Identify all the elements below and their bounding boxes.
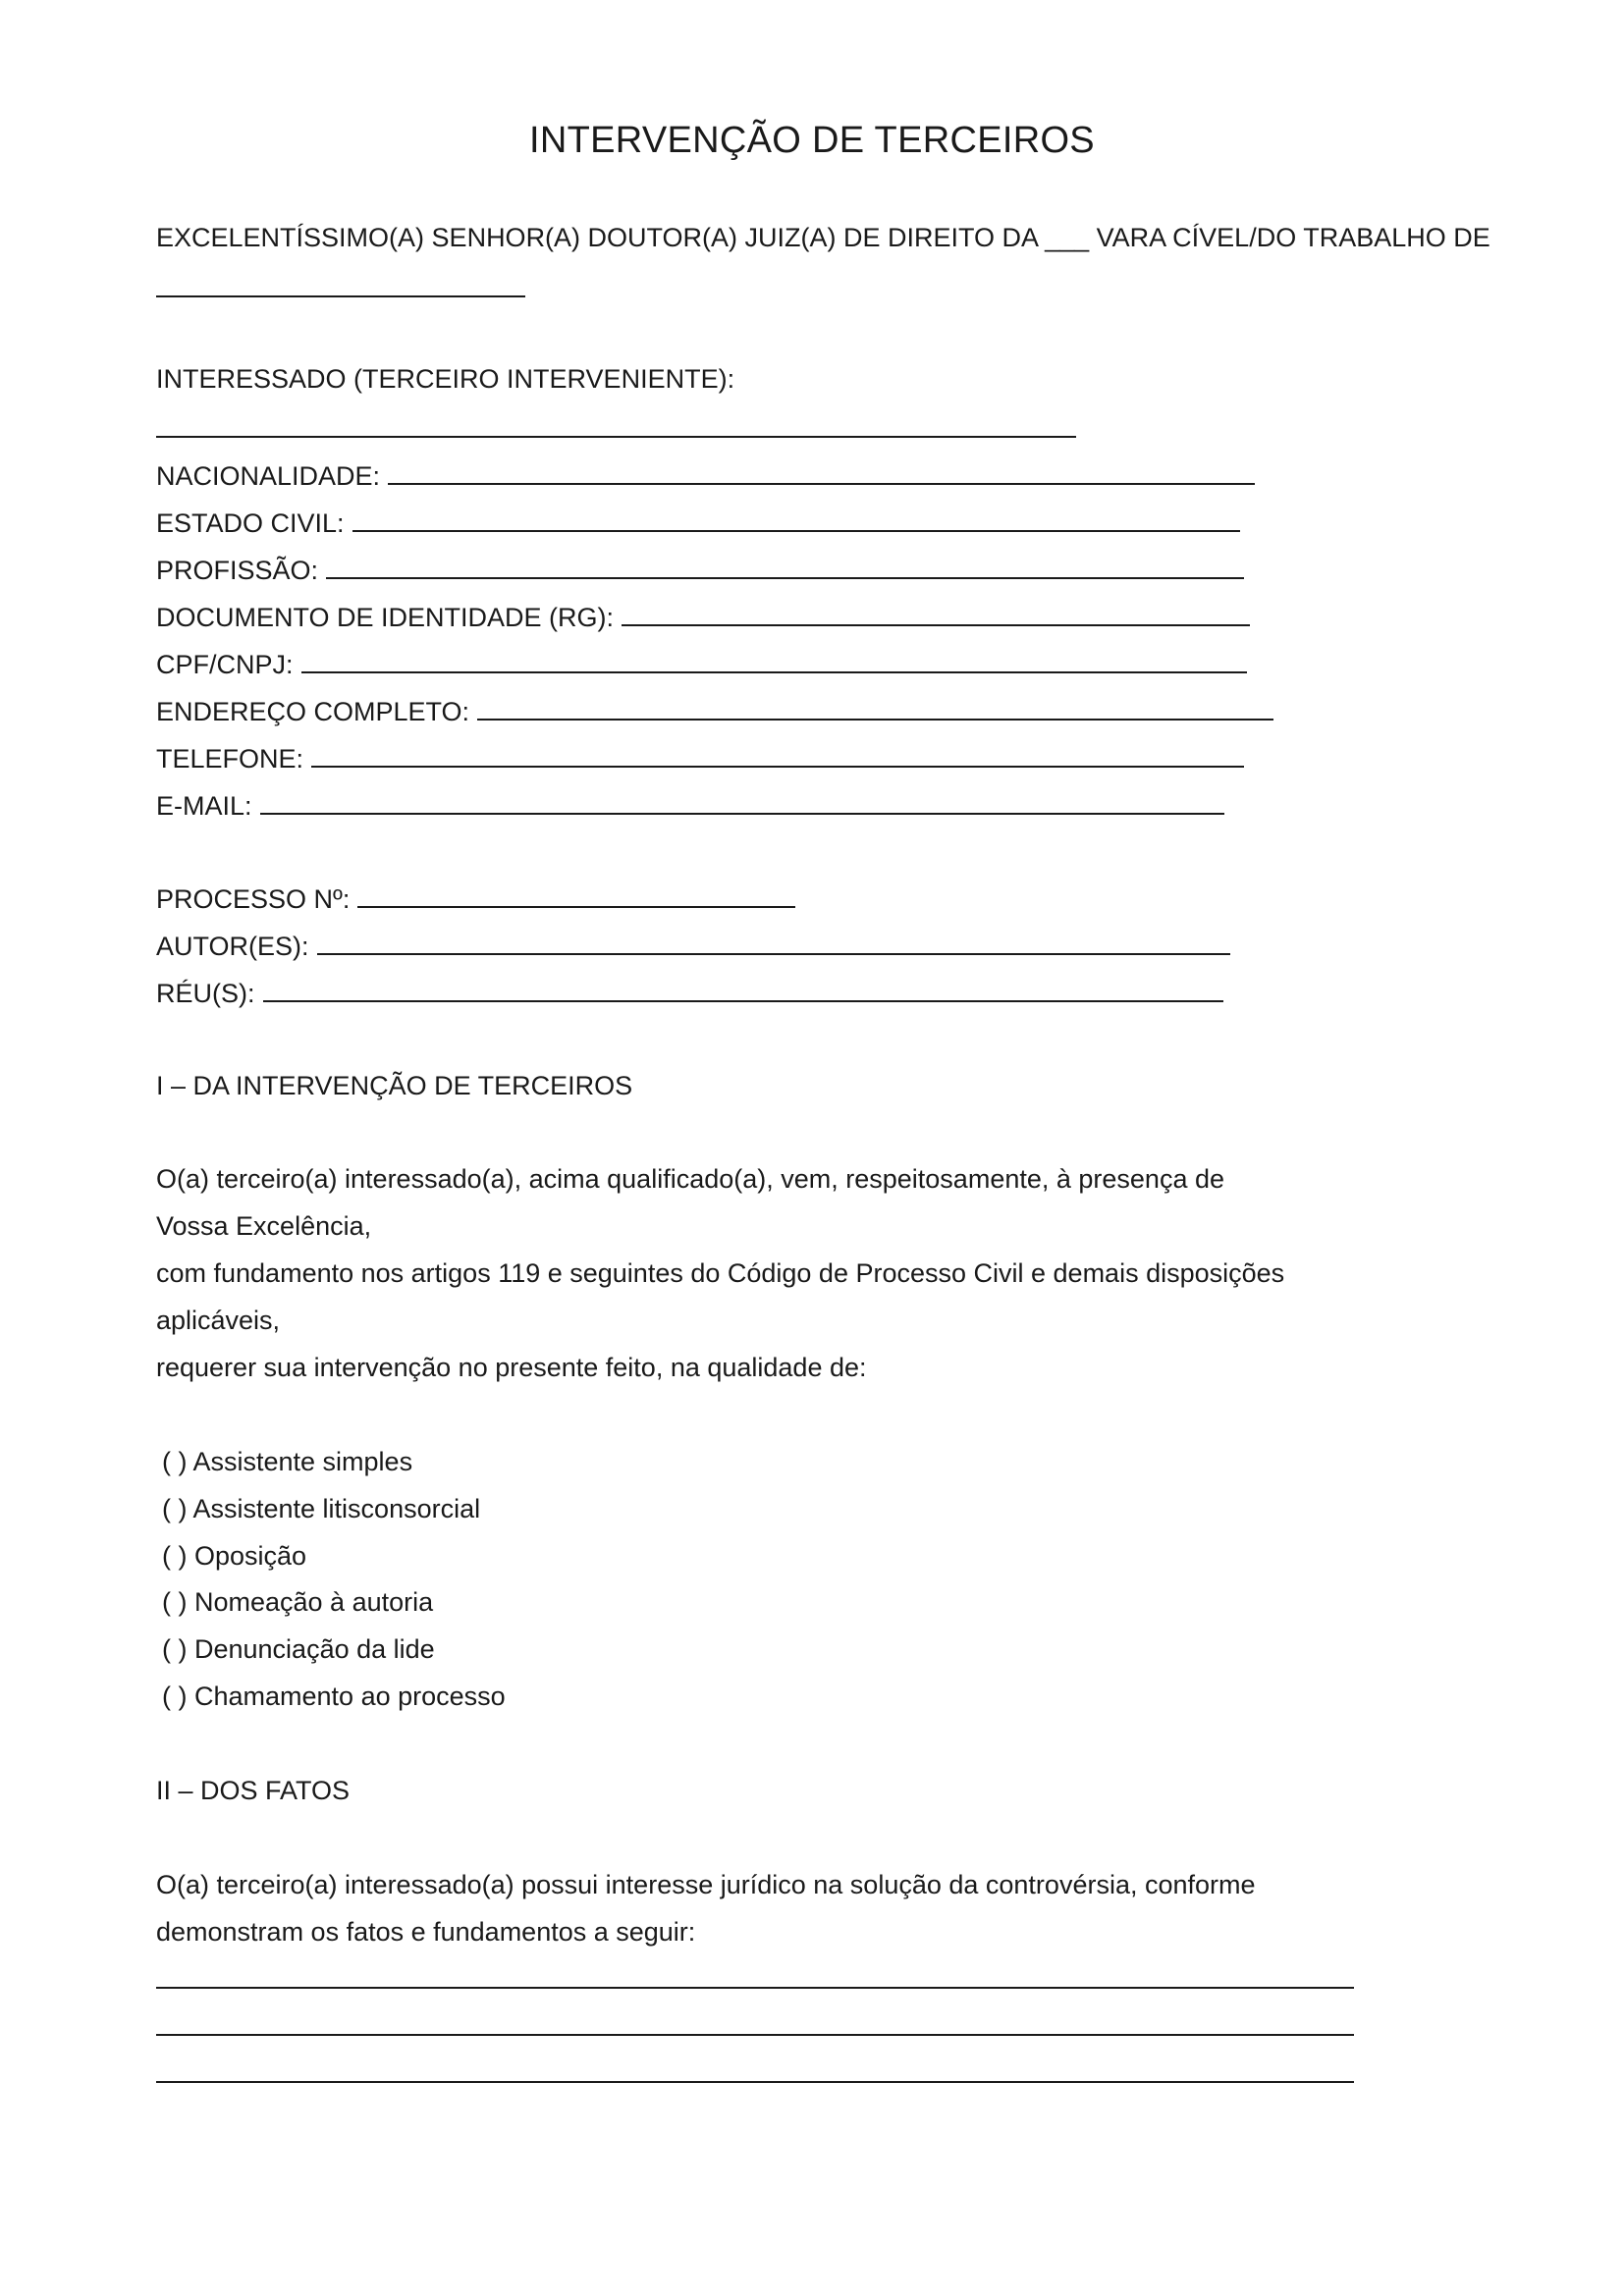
section-heading: I – DA INTERVENÇÃO DE TERCEIROS [156, 1071, 633, 1100]
autores-blank[interactable] [317, 927, 1230, 955]
field-processo [156, 880, 795, 917]
field-telefone [156, 739, 1244, 776]
field-cpf [156, 645, 1247, 682]
field-label: PROFISSÃO: [156, 556, 319, 585]
field-label: TELEFONE: [156, 744, 304, 774]
field-label: ESTADO CIVIL: [156, 508, 345, 538]
party-heading: INTERESSADO (TERCEIRO INTERVENIENTE): [156, 364, 735, 394]
document-title: INTERVENÇÃO DE TERCEIROS [529, 120, 1095, 161]
paragraph-line: requerer sua intervenção no presente feito, na qualidade de: [156, 1353, 867, 1382]
cpf-blank[interactable] [301, 645, 1247, 673]
field-endereco [156, 692, 1273, 729]
addressee-line: EXCELENTÍSSIMO(A) SENHOR(A) DOUTOR(A) JUIZ(A) DE DIREITO DA ___ VARA CÍVEL/DO TRABALHO DE [156, 223, 1490, 252]
field-profissao [156, 551, 1244, 588]
field-label: E-MAIL: [156, 791, 252, 821]
field-label: NACIONALIDADE: [156, 461, 381, 491]
processo-blank[interactable] [357, 880, 795, 908]
rg-blank[interactable] [622, 598, 1250, 626]
comarca-blank[interactable] [156, 295, 525, 297]
field-email [156, 786, 1224, 824]
option-checkbox[interactable]: ( ) Assistente litisconsorcial [162, 1494, 481, 1523]
facts-blank-line[interactable] [156, 2081, 1354, 2083]
field-label: RÉU(S): [156, 979, 255, 1008]
paragraph-line: demonstram os fatos e fundamentos a seguir: [156, 1917, 696, 1947]
field-label: DOCUMENTO DE IDENTIDADE (RG): [156, 603, 615, 632]
section-heading: II – DOS FATOS [156, 1776, 351, 1805]
field-nacionalidade [156, 456, 1255, 494]
endereco-blank[interactable] [477, 692, 1273, 721]
field-label: CPF/CNPJ: [156, 650, 294, 679]
field-rg [156, 598, 1250, 635]
field-label: PROCESSO Nº: [156, 884, 351, 914]
party-name-blank[interactable] [156, 436, 1076, 438]
field-label: AUTOR(ES): [156, 932, 309, 961]
paragraph-line: aplicáveis, [156, 1306, 281, 1335]
option-checkbox[interactable]: ( ) Assistente simples [162, 1447, 413, 1476]
facts-blank-line[interactable] [156, 1987, 1354, 1989]
paragraph-line: O(a) terceiro(a) interessado(a) possui interesse jurídico na solução da controvérsia, conforme [156, 1870, 1256, 1899]
paragraph-line: O(a) terceiro(a) interessado(a), acima qualificado(a), vem, respeitosamente, à presença de [156, 1164, 1224, 1194]
option-checkbox[interactable]: ( ) Oposição [162, 1541, 307, 1571]
option-checkbox[interactable]: ( ) Denunciação da lide [162, 1634, 435, 1664]
reus-blank[interactable] [263, 974, 1223, 1002]
field-label: ENDEREÇO COMPLETO: [156, 697, 470, 726]
option-checkbox[interactable]: ( ) Chamamento ao processo [162, 1682, 506, 1711]
email-blank[interactable] [260, 786, 1224, 815]
facts-blank-line[interactable] [156, 2034, 1354, 2036]
field-reus [156, 974, 1223, 1011]
nacionalidade-blank[interactable] [388, 456, 1255, 485]
profissao-blank[interactable] [326, 551, 1244, 579]
paragraph-line: Vossa Excelência, [156, 1211, 372, 1241]
option-checkbox[interactable]: ( ) Nomeação à autoria [162, 1587, 434, 1617]
telefone-blank[interactable] [311, 739, 1244, 768]
paragraph-line: com fundamento nos artigos 119 e seguintes do Código de Processo Civil e demais disposições [156, 1258, 1285, 1288]
estado-civil-blank[interactable] [352, 504, 1240, 532]
field-estado-civil [156, 504, 1240, 541]
field-autores [156, 927, 1230, 964]
